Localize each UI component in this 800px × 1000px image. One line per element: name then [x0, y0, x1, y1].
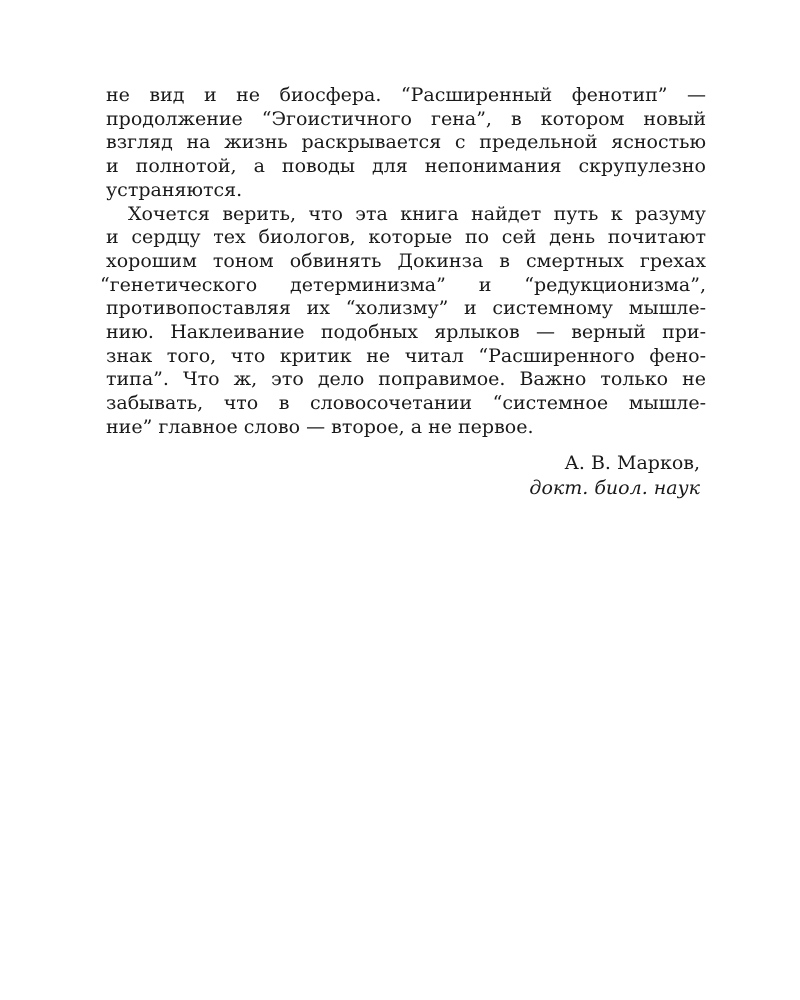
text-line: устраняются.	[106, 178, 243, 201]
text-line: нию. Наклеивание подобных ярлыков — верный при-	[106, 321, 706, 344]
signature	[529, 451, 700, 501]
text-line: не вид и не биосфера. “Расширенный фенотип” —	[106, 84, 706, 106]
text-line: Хочется верить, что эта книга найдет путь к разуму	[128, 202, 706, 225]
author-name: А. В. Марков,	[564, 452, 700, 474]
text-line: хорошим тоном обвинять Докинза в смертных грехах	[106, 249, 706, 272]
text-line: ние” главное слово — второе, а не первое.	[106, 415, 534, 438]
text-line: противопоставляя их “холизму” и системному мышле-	[106, 297, 706, 320]
text-line: продолжение “Эгоистичного гена”, в котором новый	[106, 107, 706, 130]
text-line: забывать, что в словосочетании “системное мышле-	[106, 392, 706, 415]
text-line: “генетического детерминизма” и “редукционизма”,	[100, 273, 706, 296]
text-line: и полнотой, а поводы для непонимания скрупулезно	[106, 155, 706, 178]
text-line: взгляд на жизнь раскрывается с предельной ясностью	[106, 131, 706, 154]
paragraph-2	[100, 202, 706, 440]
paragraph-1	[106, 84, 706, 203]
author-title: докт. биол. наук	[529, 477, 700, 499]
text-line: и сердцу тех биологов, которые по сей день почитают	[106, 226, 706, 249]
text-line: знак того, что критик не читал “Расширенного фено-	[106, 344, 706, 367]
text-line: типа”. Что ж, это дело поправимое. Важно только не	[106, 368, 706, 391]
body-text	[100, 84, 706, 440]
